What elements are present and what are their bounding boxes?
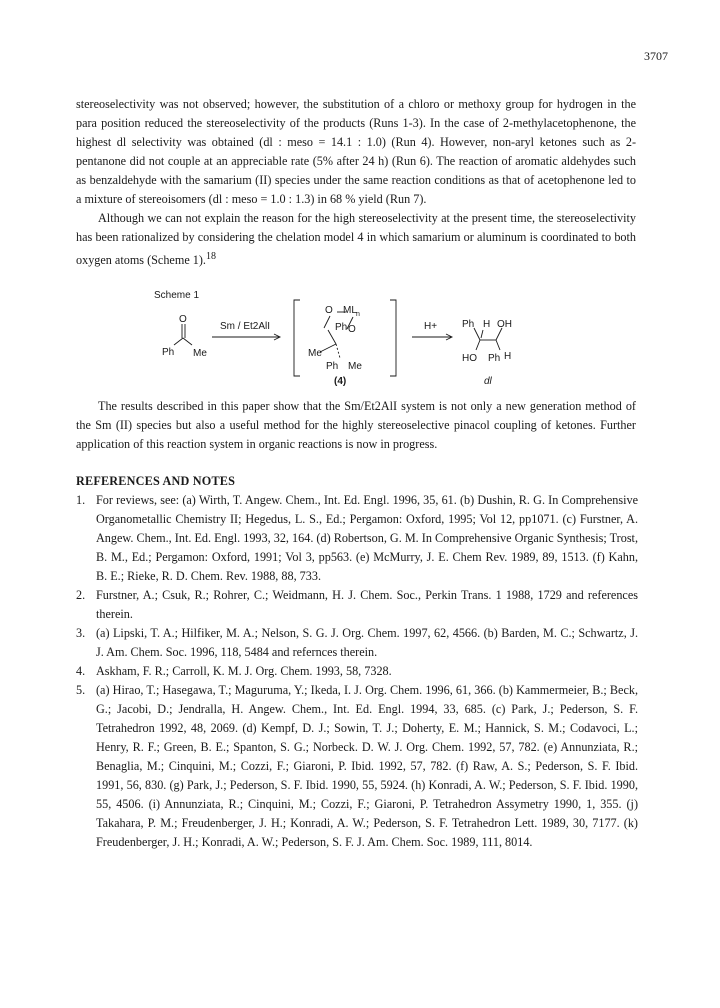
chelate-intermediate-structure bbox=[320, 312, 353, 358]
reference-item bbox=[76, 681, 638, 852]
atom-h-1: H bbox=[483, 319, 491, 330]
atom-o-3: O bbox=[348, 324, 356, 335]
reaction-arrow-1 bbox=[212, 334, 280, 340]
reference-text: Askham, F. R.; Carroll, K. M. J. Org. Chem. 1993, 58, 7328. bbox=[96, 664, 392, 678]
page-number: 3707 bbox=[644, 49, 668, 63]
reference-item bbox=[76, 491, 638, 586]
reference-text: Furstner, A.; Csuk, R.; Rohrer, C.; Weidmann, H. J. Chem. Soc., Perkin Trans. 1 1988, 1729 and references therein. bbox=[96, 588, 638, 621]
atom-h-2: H bbox=[504, 351, 512, 362]
atom-oh: OH bbox=[497, 319, 512, 330]
references-list bbox=[76, 491, 638, 852]
atom-me-1: Me bbox=[193, 348, 207, 359]
reference-number: 3. bbox=[76, 626, 86, 640]
reagent-acid: H+ bbox=[424, 321, 438, 332]
atom-ml-subscript: n bbox=[356, 311, 360, 318]
atom-ho: HO bbox=[462, 353, 477, 364]
reagent-sm-et2ali: Sm / Et2AlI bbox=[220, 321, 271, 332]
reference-text: (a) Hirao, T.; Hasegawa, T.; Maguruma, Y.; Ikeda, I. J. Org. Chem. 1996, 61, 366. (b) Kammermeier, B.; Beck, G.; Jacobi, D.; Jendralla, H. Angew. Chem., Int. Ed. Engl. 1994, 33, 685. (c) Park, J.; Pederson, S. F. Tetrahedron 1992, 48, 2069. (d) Kempf, D. J.; Sowin, T. J.; Doherty, E. M.; Hannick, S. M.; Codavoci, L.; Henry, R. F.; Green, B. E.; Spanton, S. G.; Norbeck. D. W. J. Org. Chem. 1992, 57, 782. (e) Annunziata, R.; Benaglia, M.; Cinquini, M.; Cozzi, F.; Giaroni, P. Ibid. 1992, 57, 782. (f) Raw, A. S.; Pederson, S. F. Ibid. 1991, 56, 830. (g) Park, J.; Pederson, S. F. Ibid. 1990, 55, 5924. (h) Konradi, A. W.; Pederson, S. F. Ibid. 1990, 55, 4506. (i) Annunziata, R.; Cinquini, M.; Cozzi, F.; Giaroni, P. Tetrahedron Assymetry 1990, 1, 355. (j) Takahara, P. M.; Freudenberger, J. H.; Konradi, A. W.; Pederson, S. F. Tetrahedron Lett. 1989, 30, 7177. (k) Freudenberger, J. H.; Konradi, A. W.; Pederson, S. F. J. Am. Chem. Soc. 1989, 111, 8014. bbox=[96, 683, 638, 849]
paragraph-3-text: The results described in this paper show that the Sm/Et2AlI system is not only a new generation method of the Sm (II) species but also a useful method for the highly stereoselective pinacol coupling of ketones. Further application of this reaction system in organic reactions is now in progress. bbox=[76, 399, 636, 451]
paragraph-2-body bbox=[76, 209, 636, 270]
reference-text: For reviews, see: (a) Wirth, T. Angew. Chem., Int. Ed. Engl. 1996, 35, 61. (b) Dushin, R. G. In Comprehensive Organometallic Chemistry II; Hegedus, L. S., Ed.; Pergamon: Oxford, 1995; Vol 12, pp1071. (c) Furstner, A. Angew. Chem., Int. Ed. Engl. 1993, 32, 164. (d) Robertson, G. M. In Comprehensive Organic Synthesis; Trost, B. M., Ed.; Pergamon: Oxford, 1991; Vol 3, pp563. (e) McMurry, J. E. Chem Rev. 1989, 89, 1513. (f) Kahn, B. E.; Rieke, R. D. Chem. Rev. 1988, 88, 733. bbox=[96, 493, 638, 583]
atom-o-2: O bbox=[325, 305, 333, 316]
reference-item bbox=[76, 662, 638, 681]
atom-ph-3: Ph bbox=[326, 361, 339, 372]
atom-o-1: O bbox=[179, 314, 187, 325]
paragraph-1 bbox=[76, 95, 636, 209]
paragraph-2-text: Although we can not explain the reason for the high stereoselectivity at the present time, the stereoselectivity has been rationalized by considering the chelation model 4 in which samarium or aluminum is coordinated to both oxygen atoms (Scheme 1). bbox=[76, 211, 636, 268]
scheme-1-diagram bbox=[140, 300, 560, 390]
paragraph-3 bbox=[76, 397, 636, 454]
intermediate-label: (4) bbox=[334, 376, 347, 387]
atom-ph-1: Ph bbox=[162, 347, 175, 358]
scheme-title: Scheme 1 bbox=[154, 290, 200, 301]
reference-number: 2. bbox=[76, 588, 86, 602]
citation-superscript: 18 bbox=[205, 251, 216, 262]
atom-ph-5: Ph bbox=[488, 353, 501, 364]
bracket-right bbox=[390, 300, 396, 376]
acetophenone-structure bbox=[174, 324, 192, 345]
reference-number: 5. bbox=[76, 683, 86, 697]
reference-item bbox=[76, 586, 638, 624]
paragraph-1-text: stereoselectivity was not observed; however, the substitution of a chloro or methoxy group for hydrogen in the para position reduced the stereoselectivity of the products (Runs 1-3). In the case of 2-methylacetophenone, the highest dl selectivity was obtained (dl : meso = 14.1 : 1.0) (Run 4). However, non-aryl ketones such as 2-pentanone did not couple at an appreciable rate (5% after 24 h) (Run 6). The reaction of aromatic aldehydes such as benzaldehyde with the samarium (II) species under the same reaction conditions as that of acetophenone led to a mixture of stereoisomers (dl : meso = 1.0 : 1.3) in 68 % yield (Run 7). bbox=[76, 97, 636, 206]
reference-text: (a) Lipski, T. A.; Hilfiker, M. A.; Nelson, S. G. J. Org. Chem. 1997, 62, 4566. (b) Barden, M. C.; Schwartz, J. J. Am. Chem. Soc. 1996, 118, 5484 and refernces therein. bbox=[96, 626, 638, 659]
atom-ph-4: Ph bbox=[462, 319, 475, 330]
reference-number: 4. bbox=[76, 664, 86, 678]
atom-me-3: Me bbox=[348, 361, 362, 372]
reference-item bbox=[76, 624, 638, 662]
atom-me-2: Me bbox=[308, 348, 322, 359]
atom-ph-2: Ph bbox=[335, 322, 348, 333]
dl-product-structure bbox=[474, 328, 502, 350]
paragraph-2 bbox=[76, 209, 636, 270]
bracket-left bbox=[294, 300, 300, 376]
references-heading: REFERENCES AND NOTES bbox=[76, 474, 236, 488]
atom-ml: ML bbox=[343, 305, 357, 316]
reference-number: 1. bbox=[76, 493, 86, 507]
reaction-arrow-2 bbox=[412, 334, 452, 340]
product-label: dl bbox=[484, 376, 492, 387]
